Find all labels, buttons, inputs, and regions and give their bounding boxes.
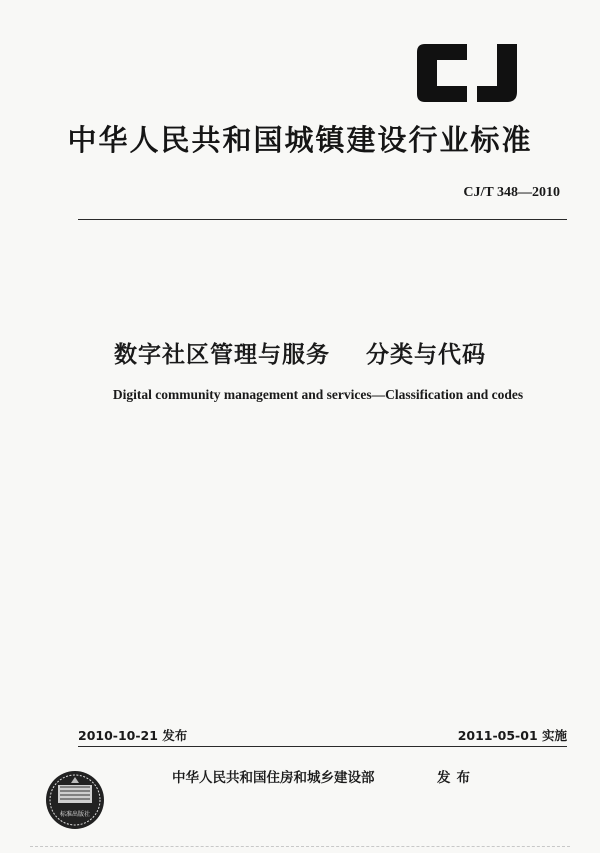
top-divider xyxy=(78,219,567,220)
document-title-cn: 数字社区管理与服务 分类与代码 xyxy=(113,342,487,368)
publisher-seal-icon xyxy=(44,769,106,831)
bottom-divider xyxy=(78,746,567,747)
scan-edge xyxy=(30,846,570,847)
issue-date: 2010-10-21 发布 xyxy=(78,728,188,743)
issuer-name: 中华人民共和国住房和城乡建设部 xyxy=(172,770,375,786)
issuer-action: 发布 xyxy=(437,770,476,786)
standard-title: 中华人民共和国城镇建设行业标准 xyxy=(67,123,533,157)
cj-logo xyxy=(413,42,537,104)
standard-code: CJ/T 348—2010 xyxy=(463,185,560,200)
implementation-date: 2011-05-01 实施 xyxy=(457,728,567,743)
seal-text: 标准出版社 xyxy=(59,811,91,818)
document-title-en: Digital community management and services—Classification and codes xyxy=(112,387,524,402)
